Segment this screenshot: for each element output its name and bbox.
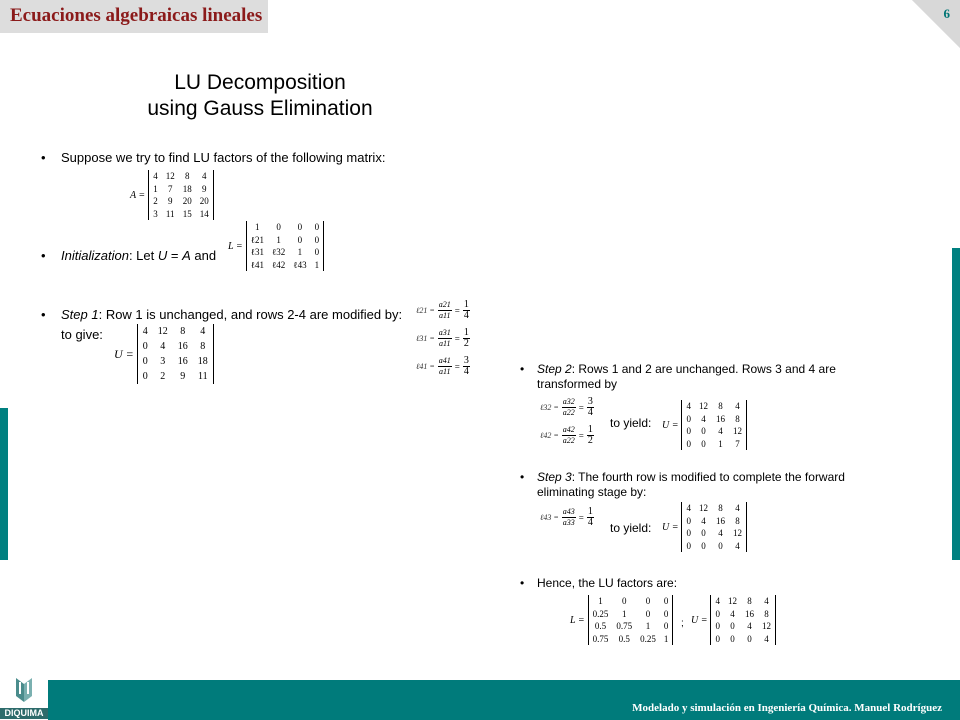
multiplier-equation bbox=[540, 397, 594, 418]
matrix-row bbox=[711, 608, 776, 621]
matrix-cell: 0 bbox=[730, 633, 735, 644]
matrix-row bbox=[246, 221, 323, 234]
matrix-label: U = bbox=[114, 346, 134, 361]
matrix-cell: 0 bbox=[142, 356, 148, 367]
matrix-cell: 4 bbox=[715, 596, 720, 606]
multiplier-equation bbox=[540, 507, 594, 528]
matrix-cell: 4 bbox=[701, 413, 706, 424]
matrix-cell: 0.25 bbox=[592, 608, 609, 619]
matrix-cell: 0 bbox=[730, 621, 735, 631]
matrix-cell: 3 bbox=[160, 356, 166, 367]
initialization-text: : Let bbox=[128, 248, 158, 263]
value-denominator: 2 bbox=[587, 435, 593, 446]
initialization-a: A bbox=[182, 248, 191, 263]
matrix-cell: 12 bbox=[761, 621, 771, 631]
multiplier-symbol: ℓ42 = bbox=[540, 431, 559, 440]
step2-multipliers bbox=[540, 397, 594, 453]
matrix-cell: 1 bbox=[598, 596, 603, 606]
ratio-fraction bbox=[562, 425, 576, 446]
bullet-suppose-text: Suppose we try to find LU factors of the following matrix: bbox=[61, 150, 386, 165]
multiplier-equation bbox=[416, 328, 470, 349]
value-denominator: 2 bbox=[463, 338, 469, 349]
matrix-cell: 8 bbox=[200, 341, 206, 352]
matrix-cell: 16 bbox=[715, 413, 725, 424]
matrix-cell: 0 bbox=[701, 438, 706, 449]
matrix-cell: 0 bbox=[314, 247, 320, 257]
slide-title-line1: LU Decomposition bbox=[174, 71, 346, 94]
matrix-cell: 4 bbox=[200, 326, 206, 337]
matrix-row bbox=[682, 425, 747, 438]
matrix-row bbox=[711, 633, 776, 646]
step2-label: Step 2 bbox=[537, 362, 572, 376]
matrix-cell: 11 bbox=[165, 208, 175, 219]
matrix-row bbox=[682, 438, 747, 451]
matrix-cell: 4 bbox=[201, 171, 207, 181]
matrix-cell: 1 bbox=[622, 608, 627, 619]
matrix-cell: 1 bbox=[663, 633, 669, 644]
matrix-cell: 20 bbox=[199, 196, 209, 206]
matrix-cell: 0 bbox=[686, 528, 691, 538]
matrix-table bbox=[148, 170, 214, 220]
matrix-row bbox=[149, 208, 214, 221]
matrix-cell: 8 bbox=[764, 608, 769, 619]
bullet-step1: • Step 1: Row 1 is unchanged, and rows 2-4 are modified by: bbox=[41, 307, 403, 322]
matrix-cell: 8 bbox=[747, 596, 752, 606]
bullet-suppose: • Suppose we try to find LU factors of the following matrix: bbox=[41, 150, 386, 165]
matrix-cell: 8 bbox=[180, 326, 186, 337]
step3-to-yield: to yield: bbox=[610, 521, 652, 535]
ratio-denominator: a11 bbox=[439, 367, 451, 376]
value-fraction bbox=[463, 328, 470, 349]
ratio-numerator: a42 bbox=[562, 425, 575, 434]
matrix-row bbox=[682, 413, 747, 426]
initialization-label: Initialization bbox=[61, 248, 129, 263]
matrix-row bbox=[588, 620, 673, 633]
matrix-cell: 0.25 bbox=[640, 633, 656, 644]
matrix-cell: 0.75 bbox=[616, 621, 633, 631]
matrix-cell: 4 bbox=[718, 528, 723, 538]
matrix-cell: 12 bbox=[157, 326, 168, 337]
matrix-label: U = bbox=[662, 419, 679, 431]
ratio-fraction bbox=[438, 300, 452, 321]
matrix-cell: 4 bbox=[764, 633, 769, 644]
matrix-cell: 0 bbox=[686, 413, 691, 424]
logo-word: DIQUIMA bbox=[0, 708, 48, 719]
matrix-cell: 12 bbox=[727, 596, 737, 606]
matrix-cell: 16 bbox=[177, 341, 188, 352]
matrix-cell: ℓ43 bbox=[293, 259, 307, 270]
matrix-cell: 0 bbox=[686, 540, 691, 551]
matrix-cell: 0 bbox=[701, 528, 706, 538]
matrix-cell: 0 bbox=[645, 596, 651, 606]
matrix-cell: 0 bbox=[663, 621, 669, 631]
matrix-U-step1 bbox=[114, 324, 214, 384]
matrix-body bbox=[228, 221, 324, 271]
matrix-cell: 8 bbox=[718, 503, 723, 513]
matrix-row bbox=[137, 369, 213, 384]
matrix-row bbox=[682, 502, 747, 515]
matrix-cell: 12 bbox=[698, 503, 708, 513]
ratio-fraction bbox=[562, 507, 576, 528]
multiplier-symbol: ℓ32 = bbox=[540, 403, 559, 412]
matrix-row bbox=[149, 195, 214, 208]
matrix-row bbox=[711, 620, 776, 633]
matrix-U-final bbox=[691, 595, 776, 645]
step3-text: : The fourth row is modified to complete the forward bbox=[571, 470, 845, 484]
step2-to-yield: to yield: bbox=[610, 416, 652, 430]
ratio-numerator: a41 bbox=[438, 356, 451, 365]
matrix-cell: 8 bbox=[718, 401, 723, 411]
matrix-row bbox=[682, 527, 747, 540]
matrix-label: L = bbox=[570, 614, 585, 626]
matrix-cell: 0 bbox=[715, 608, 720, 619]
bullet-hence: • Hence, the LU factors are: bbox=[520, 576, 678, 590]
matrix-cell: 1 bbox=[314, 259, 320, 270]
matrix-cell: 0 bbox=[622, 596, 627, 606]
matrix-table bbox=[681, 400, 747, 450]
matrix-cell: 8 bbox=[735, 515, 740, 526]
matrix-cell: 12 bbox=[732, 528, 742, 538]
matrix-cell: 0 bbox=[297, 234, 303, 245]
matrix-cell: 0 bbox=[686, 515, 691, 526]
matrix-row bbox=[149, 183, 214, 196]
matrix-cell: 7 bbox=[735, 438, 740, 449]
matrix-cell: 0 bbox=[314, 234, 320, 245]
initialization-u: U bbox=[157, 248, 168, 263]
page-corner-fold bbox=[912, 0, 960, 48]
value-fraction bbox=[587, 507, 594, 528]
matrix-body bbox=[662, 502, 747, 552]
matrix-cell: 12 bbox=[732, 426, 742, 436]
matrix-cell: 0 bbox=[663, 596, 669, 606]
matrix-cell: 9 bbox=[180, 371, 186, 382]
slide-title-line2: using Gauss Elimination bbox=[147, 97, 373, 120]
matrix-U-step2 bbox=[662, 400, 747, 450]
matrix-label: U = bbox=[662, 521, 679, 533]
matrix-cell: 4 bbox=[142, 326, 148, 337]
matrix-body bbox=[691, 595, 776, 645]
matrix-cell: 12 bbox=[165, 171, 175, 181]
matrix-cell: 0.75 bbox=[592, 633, 609, 644]
matrix-cell: 4 bbox=[735, 401, 740, 411]
matrix-cell: 9 bbox=[201, 183, 207, 194]
multiplier-equation bbox=[540, 425, 594, 446]
matrix-A bbox=[130, 170, 214, 220]
ratio-numerator: a21 bbox=[438, 300, 451, 309]
matrix-cell: 1 bbox=[718, 438, 723, 449]
matrix-body bbox=[570, 595, 673, 645]
multiplier-symbol: ℓ21 = bbox=[416, 306, 435, 315]
ratio-denominator: a33 bbox=[562, 518, 575, 527]
matrix-body bbox=[130, 170, 214, 220]
matrix-cell: 0 bbox=[142, 371, 148, 382]
ratio-numerator: a31 bbox=[438, 328, 451, 337]
matrix-cell: 0 bbox=[701, 540, 706, 551]
value-denominator: 4 bbox=[463, 310, 469, 321]
ratio-denominator: a11 bbox=[439, 339, 451, 348]
matrix-cell: 0.5 bbox=[618, 633, 630, 644]
matrix-row bbox=[682, 515, 747, 528]
matrix-cell: 4 bbox=[747, 621, 752, 631]
value-fraction bbox=[587, 425, 594, 446]
value-denominator: 4 bbox=[587, 517, 593, 528]
matrix-cell: 4 bbox=[153, 171, 158, 181]
multiplier-symbol: ℓ31 = bbox=[416, 334, 435, 343]
matrix-cell: 0 bbox=[142, 341, 148, 352]
ratio-fraction bbox=[438, 356, 452, 377]
matrix-cell: 16 bbox=[744, 608, 754, 619]
value-fraction bbox=[463, 356, 470, 377]
matrix-cell: 0 bbox=[276, 222, 281, 232]
matrix-row bbox=[246, 234, 323, 247]
left-accent-bar bbox=[0, 408, 8, 560]
matrix-cell: 9 bbox=[167, 196, 173, 206]
right-accent-bar bbox=[952, 248, 960, 560]
matrix-row bbox=[588, 633, 673, 646]
matrix-table bbox=[588, 595, 674, 645]
ratio-fraction bbox=[562, 397, 576, 418]
footer-text: Modelado y simulación en Ingeniería Química. Manuel Rodríguez bbox=[632, 702, 942, 714]
hence-text: Hence, the LU factors are: bbox=[537, 576, 678, 590]
matrix-row bbox=[149, 170, 214, 183]
slide-header bbox=[0, 0, 268, 33]
matrix-body bbox=[114, 324, 214, 384]
matrix-cell: 15 bbox=[182, 208, 192, 219]
matrix-cell: ℓ41 bbox=[250, 259, 264, 270]
matrix-cell: 0 bbox=[686, 426, 691, 436]
matrix-cell: 7 bbox=[167, 183, 173, 194]
value-numerator: 1 bbox=[463, 327, 469, 338]
page-number: 6 bbox=[943, 6, 950, 21]
value-numerator: 1 bbox=[587, 424, 593, 435]
matrix-cell: 0 bbox=[663, 608, 669, 619]
matrix-separator: ; bbox=[681, 618, 684, 629]
matrix-cell: 3 bbox=[153, 208, 158, 219]
equals-sign: = bbox=[454, 333, 460, 344]
equals-sign: = bbox=[454, 361, 460, 372]
matrix-cell: 1 bbox=[255, 222, 260, 232]
matrix-table bbox=[681, 502, 747, 552]
bullet-step3: • Step 3: The fourth row is modified to complete the forward bbox=[520, 470, 845, 484]
matrix-U-step3 bbox=[662, 502, 747, 552]
bullet-step2: • Step 2: Rows 1 and 2 are unchanged. Rows 3 and 4 are bbox=[520, 362, 836, 376]
step1-label: Step 1 bbox=[61, 307, 99, 322]
ratio-numerator: a43 bbox=[562, 507, 575, 516]
matrix-label: U = bbox=[691, 614, 708, 626]
matrix-cell: 4 bbox=[160, 341, 166, 352]
matrix-row bbox=[246, 259, 323, 272]
matrix-cell: 16 bbox=[715, 515, 725, 526]
ratio-denominator: a11 bbox=[439, 311, 451, 320]
matrix-cell: ℓ32 bbox=[271, 247, 286, 257]
equals-sign: = bbox=[578, 512, 584, 523]
matrix-cell: 8 bbox=[184, 171, 190, 181]
matrix-row bbox=[137, 354, 213, 369]
step3-eliminating: eliminating stage by: bbox=[537, 485, 647, 499]
step3-multipliers bbox=[540, 507, 594, 535]
matrix-cell: 0 bbox=[718, 540, 723, 551]
matrix-cell: 11 bbox=[197, 371, 208, 382]
matrix-row bbox=[682, 400, 747, 413]
matrix-cell: 12 bbox=[698, 401, 708, 411]
value-numerator: 1 bbox=[587, 506, 593, 517]
header-title: Ecuaciones algebraicas lineales bbox=[10, 5, 263, 26]
matrix-cell: 4 bbox=[686, 401, 691, 411]
matrix-cell: 1 bbox=[645, 621, 651, 631]
initialization-eq: = bbox=[167, 248, 183, 263]
matrix-row bbox=[137, 324, 213, 339]
value-fraction bbox=[463, 300, 470, 321]
matrix-cell: 4 bbox=[686, 503, 691, 513]
matrix-table bbox=[137, 324, 214, 384]
multiplier-equation bbox=[416, 356, 470, 377]
multiplier-symbol: ℓ41 = bbox=[416, 362, 435, 371]
matrix-table bbox=[246, 221, 324, 271]
matrix-cell: 14 bbox=[199, 208, 209, 219]
matrix-cell: 0 bbox=[645, 608, 651, 619]
matrix-label: A = bbox=[130, 189, 146, 201]
matrix-row bbox=[682, 540, 747, 553]
matrix-cell: 1 bbox=[297, 247, 303, 257]
matrix-row bbox=[246, 246, 323, 259]
step3-label: Step 3 bbox=[537, 470, 572, 484]
matrix-cell: 0 bbox=[715, 621, 720, 631]
multiplier-symbol: ℓ43 = bbox=[540, 513, 559, 522]
matrix-cell: ℓ31 bbox=[250, 247, 264, 257]
step1-to-give: to give: bbox=[61, 327, 103, 342]
value-denominator: 4 bbox=[587, 407, 593, 418]
matrix-row bbox=[588, 608, 673, 621]
equals-sign: = bbox=[578, 402, 584, 413]
ratio-fraction bbox=[438, 328, 452, 349]
matrix-cell: 0.5 bbox=[594, 621, 607, 631]
matrix-cell: 18 bbox=[197, 356, 208, 367]
matrix-cell: 0 bbox=[701, 426, 706, 436]
matrix-row bbox=[711, 595, 776, 608]
step1-multipliers bbox=[416, 300, 470, 384]
matrix-cell: 2 bbox=[160, 371, 166, 382]
ratio-denominator: a22 bbox=[562, 408, 575, 417]
matrix-cell: 18 bbox=[182, 183, 192, 194]
matrix-cell: 0 bbox=[314, 222, 320, 232]
equals-sign: = bbox=[454, 305, 460, 316]
matrix-L-initial bbox=[228, 221, 324, 271]
matrix-cell: 4 bbox=[735, 540, 740, 551]
matrix-row bbox=[588, 595, 673, 608]
matrix-cell: 0 bbox=[686, 438, 691, 449]
logo-symbol-icon bbox=[13, 676, 35, 704]
ratio-numerator: a32 bbox=[562, 397, 575, 406]
initialization-and: and bbox=[190, 248, 217, 263]
diquima-logo bbox=[0, 672, 48, 720]
matrix-cell: 0 bbox=[297, 222, 303, 232]
matrix-row bbox=[137, 339, 213, 354]
matrix-cell: 0 bbox=[715, 633, 720, 644]
matrix-cell: 4 bbox=[701, 515, 706, 526]
step2-transformed-by: transformed by bbox=[537, 377, 618, 391]
matrix-cell: ℓ42 bbox=[271, 259, 286, 270]
matrix-L-final bbox=[570, 595, 673, 645]
matrix-cell: 4 bbox=[718, 426, 723, 436]
matrix-body bbox=[662, 400, 747, 450]
matrix-table bbox=[710, 595, 776, 645]
matrix-cell: 1 bbox=[276, 234, 281, 245]
value-numerator: 3 bbox=[587, 396, 593, 407]
step2-text: : Rows 1 and 2 are unchanged. Rows 3 and 4 are bbox=[571, 362, 836, 376]
matrix-cell: 4 bbox=[735, 503, 740, 513]
multiplier-equation bbox=[416, 300, 470, 321]
matrix-cell: 2 bbox=[153, 196, 158, 206]
ratio-denominator: a22 bbox=[562, 436, 575, 445]
value-numerator: 1 bbox=[463, 299, 469, 310]
matrix-cell: 16 bbox=[177, 356, 188, 367]
value-denominator: 4 bbox=[463, 366, 469, 377]
matrix-cell: 0 bbox=[747, 633, 752, 644]
value-numerator: 3 bbox=[463, 355, 469, 366]
step1-text: : Row 1 is unchanged, and rows 2-4 are modified by: bbox=[98, 307, 403, 322]
bullet-initialization: • Initialization: Let U = A and bbox=[41, 248, 217, 263]
value-fraction bbox=[587, 397, 594, 418]
equals-sign: = bbox=[578, 430, 584, 441]
slide-title bbox=[100, 70, 420, 122]
matrix-cell: 20 bbox=[182, 196, 192, 206]
matrix-cell: 8 bbox=[735, 413, 740, 424]
matrix-cell: 4 bbox=[730, 608, 735, 619]
matrix-cell: 4 bbox=[764, 596, 769, 606]
matrix-cell: 1 bbox=[153, 183, 158, 194]
footer-bar bbox=[48, 680, 960, 720]
matrix-cell: ℓ21 bbox=[250, 234, 264, 245]
matrix-label: L = bbox=[228, 240, 243, 252]
